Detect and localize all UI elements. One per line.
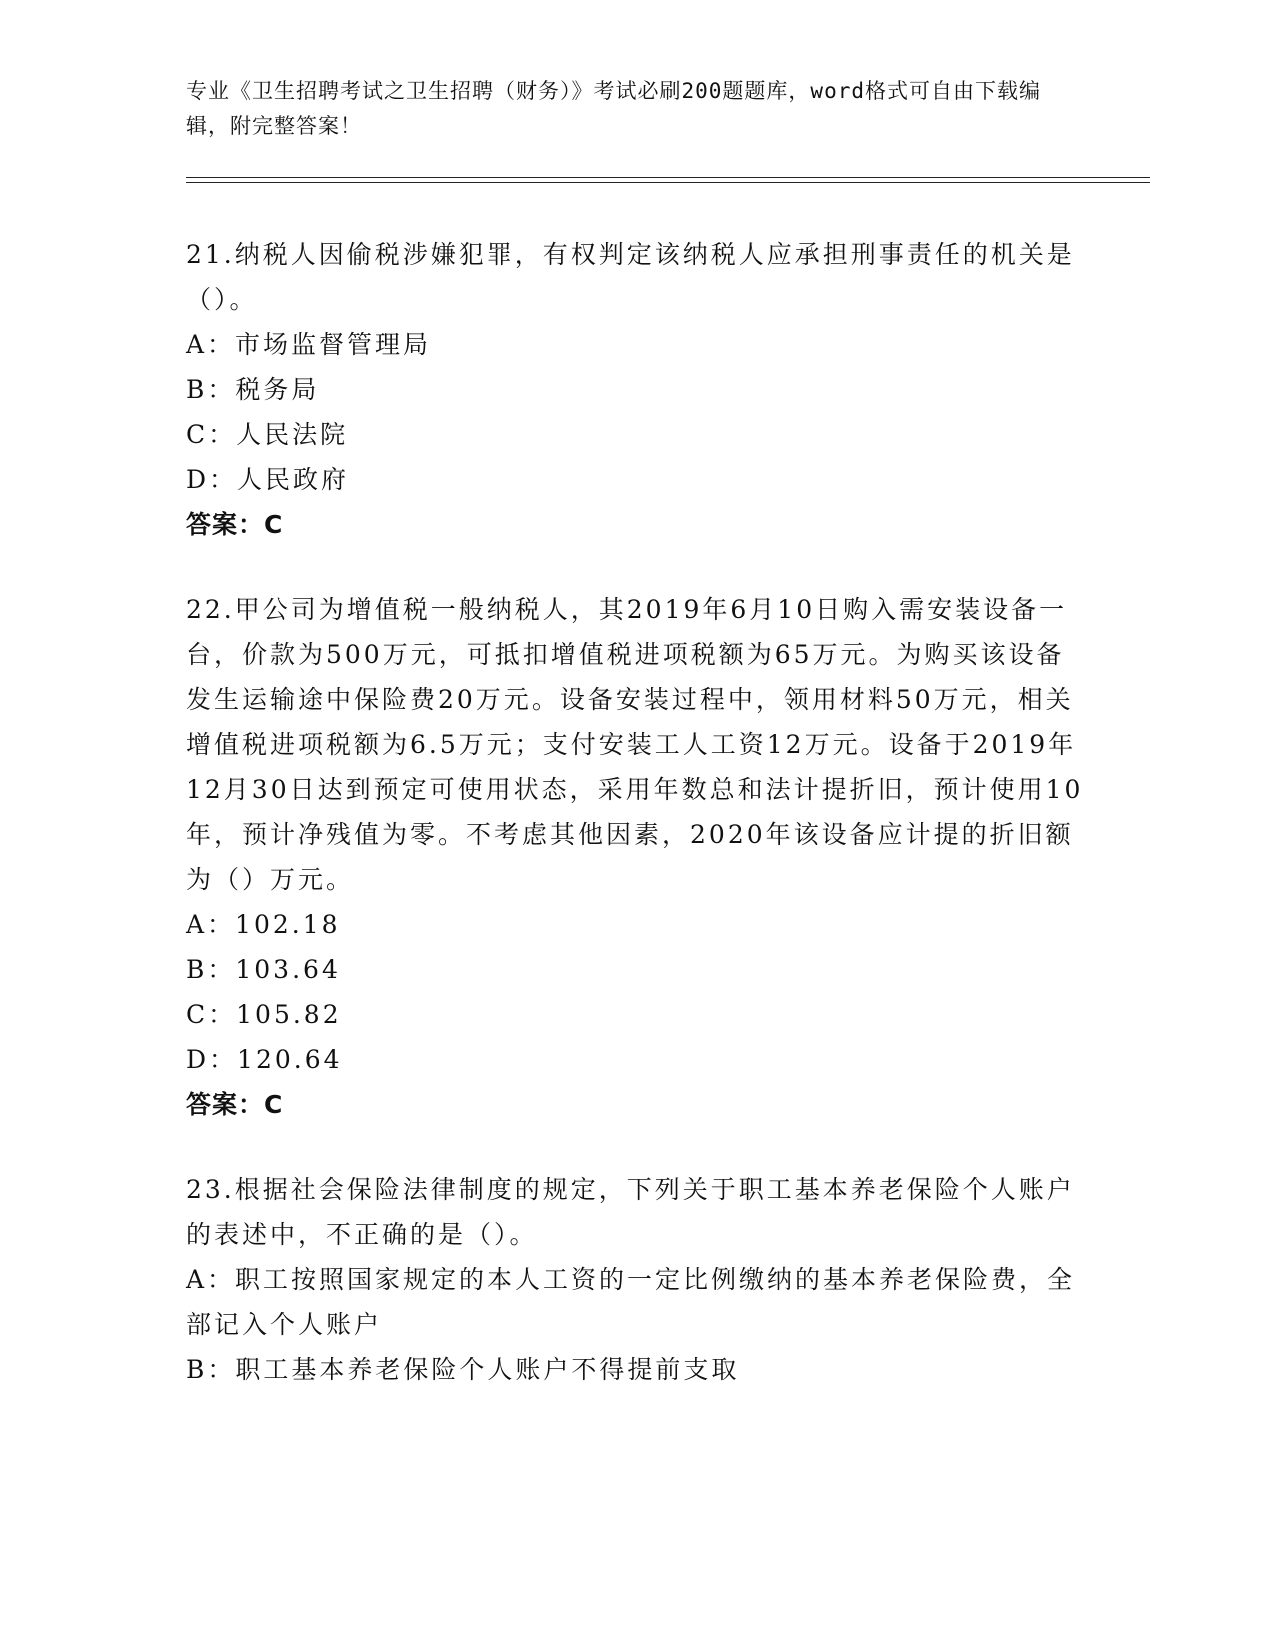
question-22	[186, 587, 1086, 1127]
option-b: B：职工基本养老保险个人账户不得提前支取	[186, 1355, 740, 1384]
question-stem: 21.纳税人因偷税涉嫌犯罪，有权判定该纳税人应承担刑事责任的机关是（）。	[186, 240, 1075, 314]
answer-line: 答案：C	[186, 1090, 284, 1119]
question-stem: 22.甲公司为增值税一般纳税人，其2019年6月10日购入需安装设备一台，价款为500万元，可抵扣增值税进项税额为65万元。为购买该设备发生运输途中保险费20万元。设备安装过程中，领用材料50万元，相关增值税进项税额为6.5万元；支付安装工人工资12万元。设备于2019年12月30日达到预定可使用状态，采用年数总和法计提折旧，预计使用10年，预计净残值为零。不考虑其他因素，2020年该设备应计提的折旧额为（）万元。	[186, 595, 1084, 894]
question-21	[186, 232, 1086, 547]
option-a: A：102.18	[186, 910, 341, 939]
option-c: C：人民法院	[186, 420, 349, 449]
option-a: A：市场监督管理局	[186, 330, 432, 359]
header-divider-bottom	[186, 182, 1150, 183]
option-b: B：103.64	[186, 955, 341, 984]
option-b: B：税务局	[186, 375, 320, 404]
option-d: D：120.64	[186, 1045, 343, 1074]
question-stem: 23.根据社会保险法律制度的规定，下列关于职工基本养老保险个人账户的表述中，不正确的是（）。	[186, 1175, 1075, 1249]
page-header: 专业《卫生招聘考试之卫生招聘（财务）》考试必刷200题题库，word格式可自由下载编辑，附完整答案！	[186, 79, 1041, 138]
answer-line: 答案：C	[186, 510, 284, 539]
option-c: C：105.82	[186, 1000, 342, 1029]
question-23	[186, 1167, 1086, 1392]
option-a: A：职工按照国家规定的本人工资的一定比例缴纳的基本养老保险费，全部记入个人账户	[186, 1265, 1076, 1339]
option-d: D：人民政府	[186, 465, 350, 494]
header-divider-top	[186, 177, 1150, 178]
question-list	[186, 232, 1086, 1392]
